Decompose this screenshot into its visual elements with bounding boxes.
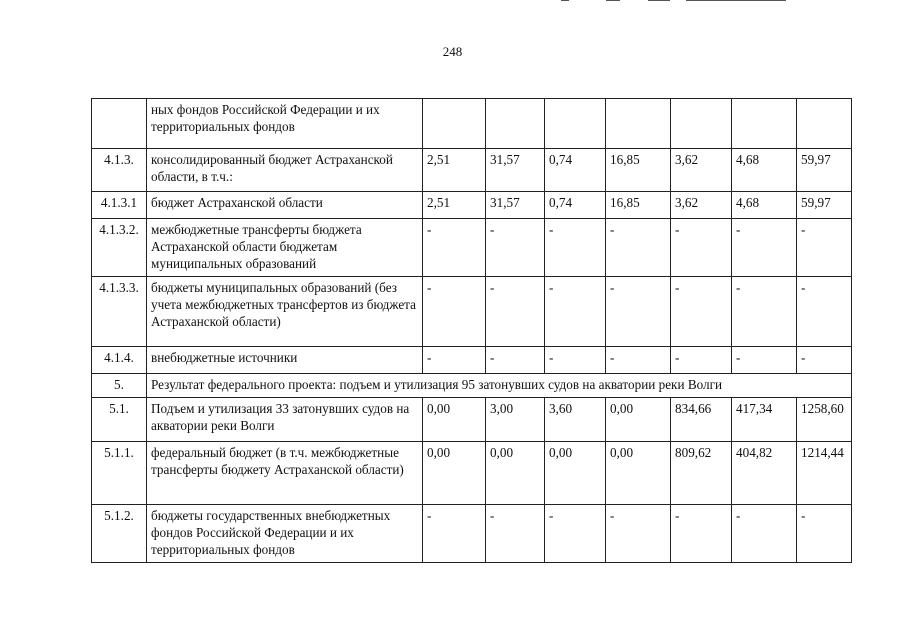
value-cell: 417,34	[732, 398, 797, 442]
section-title-cell: Результат федерального проекта: подъем и утилизация 95 затонувших судов на акватории реки Волги	[147, 374, 852, 398]
table-row	[92, 277, 852, 347]
value-cell: -	[545, 505, 606, 563]
row-number-cell: 4.1.4.	[92, 347, 147, 374]
value-cell: 0,74	[545, 192, 606, 219]
value-cell: 809,62	[671, 442, 732, 505]
value-cell: -	[545, 277, 606, 347]
value-cell: 59,97	[797, 149, 852, 192]
scan-mark	[561, 0, 569, 1]
description-cell: консолидированный бюджет Астраханской области, в т.ч.:	[147, 149, 423, 192]
value-cell: 3,62	[671, 192, 732, 219]
value-cell: -	[732, 347, 797, 374]
value-cell: 31,57	[486, 192, 545, 219]
description-cell: федеральный бюджет (в т.ч. межбюджетные трансферты бюджету Астраханской области)	[147, 442, 423, 505]
value-cell: -	[423, 347, 486, 374]
value-cell: 3,00	[486, 398, 545, 442]
table-row	[92, 149, 852, 192]
value-cell	[606, 99, 671, 149]
value-cell: 0,00	[606, 398, 671, 442]
value-cell: 0,00	[423, 398, 486, 442]
row-number-cell: 5.1.1.	[92, 442, 147, 505]
value-cell: -	[797, 219, 852, 277]
value-cell	[797, 99, 852, 149]
value-cell: -	[423, 505, 486, 563]
value-cell: 4,68	[732, 192, 797, 219]
row-number-cell	[92, 99, 147, 149]
row-number-cell: 4.1.3.2.	[92, 219, 147, 277]
value-cell: -	[797, 277, 852, 347]
description-cell: межбюджетные трансферты бюджета Астраханской области бюджетам муниципальных образований	[147, 219, 423, 277]
value-cell: -	[423, 277, 486, 347]
description-cell: ных фондов Российской Федерации и их территориальных фондов	[147, 99, 423, 149]
description-cell: бюджеты государственных внебюджетных фондов Российской Федерации и их территориальных фондов	[147, 505, 423, 563]
value-cell: -	[671, 277, 732, 347]
scan-mark	[686, 0, 786, 1]
table-row	[92, 219, 852, 277]
value-cell: -	[606, 347, 671, 374]
row-number-cell: 5.1.	[92, 398, 147, 442]
value-cell: -	[486, 505, 545, 563]
value-cell: -	[732, 219, 797, 277]
value-cell: 0,00	[545, 442, 606, 505]
table-row	[92, 442, 852, 505]
table-row	[92, 505, 852, 563]
value-cell: 1214,44	[797, 442, 852, 505]
value-cell: 16,85	[606, 192, 671, 219]
value-cell: 16,85	[606, 149, 671, 192]
value-cell: -	[797, 347, 852, 374]
value-cell: -	[606, 505, 671, 563]
value-cell: 59,97	[797, 192, 852, 219]
value-cell	[732, 99, 797, 149]
value-cell: -	[732, 277, 797, 347]
value-cell: 4,68	[732, 149, 797, 192]
description-cell: Подъем и утилизация 33 затонувших судов на акватории реки Волги	[147, 398, 423, 442]
value-cell: -	[732, 505, 797, 563]
value-cell: -	[671, 347, 732, 374]
value-cell: -	[423, 219, 486, 277]
table-row	[92, 374, 852, 398]
value-cell: -	[606, 277, 671, 347]
table-row	[92, 192, 852, 219]
value-cell: -	[486, 347, 545, 374]
value-cell: -	[486, 277, 545, 347]
row-number-cell: 5.1.2.	[92, 505, 147, 563]
row-number-cell: 4.1.3.1	[92, 192, 147, 219]
row-number-cell: 4.1.3.3.	[92, 277, 147, 347]
table-row	[92, 398, 852, 442]
value-cell: 2,51	[423, 149, 486, 192]
value-cell: 834,66	[671, 398, 732, 442]
value-cell: 0,00	[606, 442, 671, 505]
description-cell: бюджет Астраханской области	[147, 192, 423, 219]
value-cell: -	[671, 219, 732, 277]
page-number: 248	[442, 44, 463, 59]
value-cell: 0,74	[545, 149, 606, 192]
value-cell: 0,00	[423, 442, 486, 505]
value-cell: -	[545, 347, 606, 374]
value-cell	[545, 99, 606, 149]
value-cell: 404,82	[732, 442, 797, 505]
value-cell	[423, 99, 486, 149]
value-cell: 3,62	[671, 149, 732, 192]
value-cell: 31,57	[486, 149, 545, 192]
value-cell: -	[486, 219, 545, 277]
value-cell: -	[545, 219, 606, 277]
table-row	[92, 347, 852, 374]
description-cell: внебюджетные источники	[147, 347, 423, 374]
value-cell	[671, 99, 732, 149]
table-row	[92, 99, 852, 149]
scan-mark	[648, 0, 670, 1]
value-cell: 0,00	[486, 442, 545, 505]
value-cell: -	[671, 505, 732, 563]
value-cell: 3,60	[545, 398, 606, 442]
value-cell: 1258,60	[797, 398, 852, 442]
description-cell: бюджеты муниципальных образований (без учета межбюджетных трансфертов из бюджета Астраханской области)	[147, 277, 423, 347]
row-number-cell: 4.1.3.	[92, 149, 147, 192]
budget-table	[91, 98, 852, 563]
value-cell: -	[797, 505, 852, 563]
row-number-cell: 5.	[92, 374, 147, 398]
value-cell	[486, 99, 545, 149]
value-cell: 2,51	[423, 192, 486, 219]
scan-mark	[606, 0, 620, 1]
value-cell: -	[606, 219, 671, 277]
